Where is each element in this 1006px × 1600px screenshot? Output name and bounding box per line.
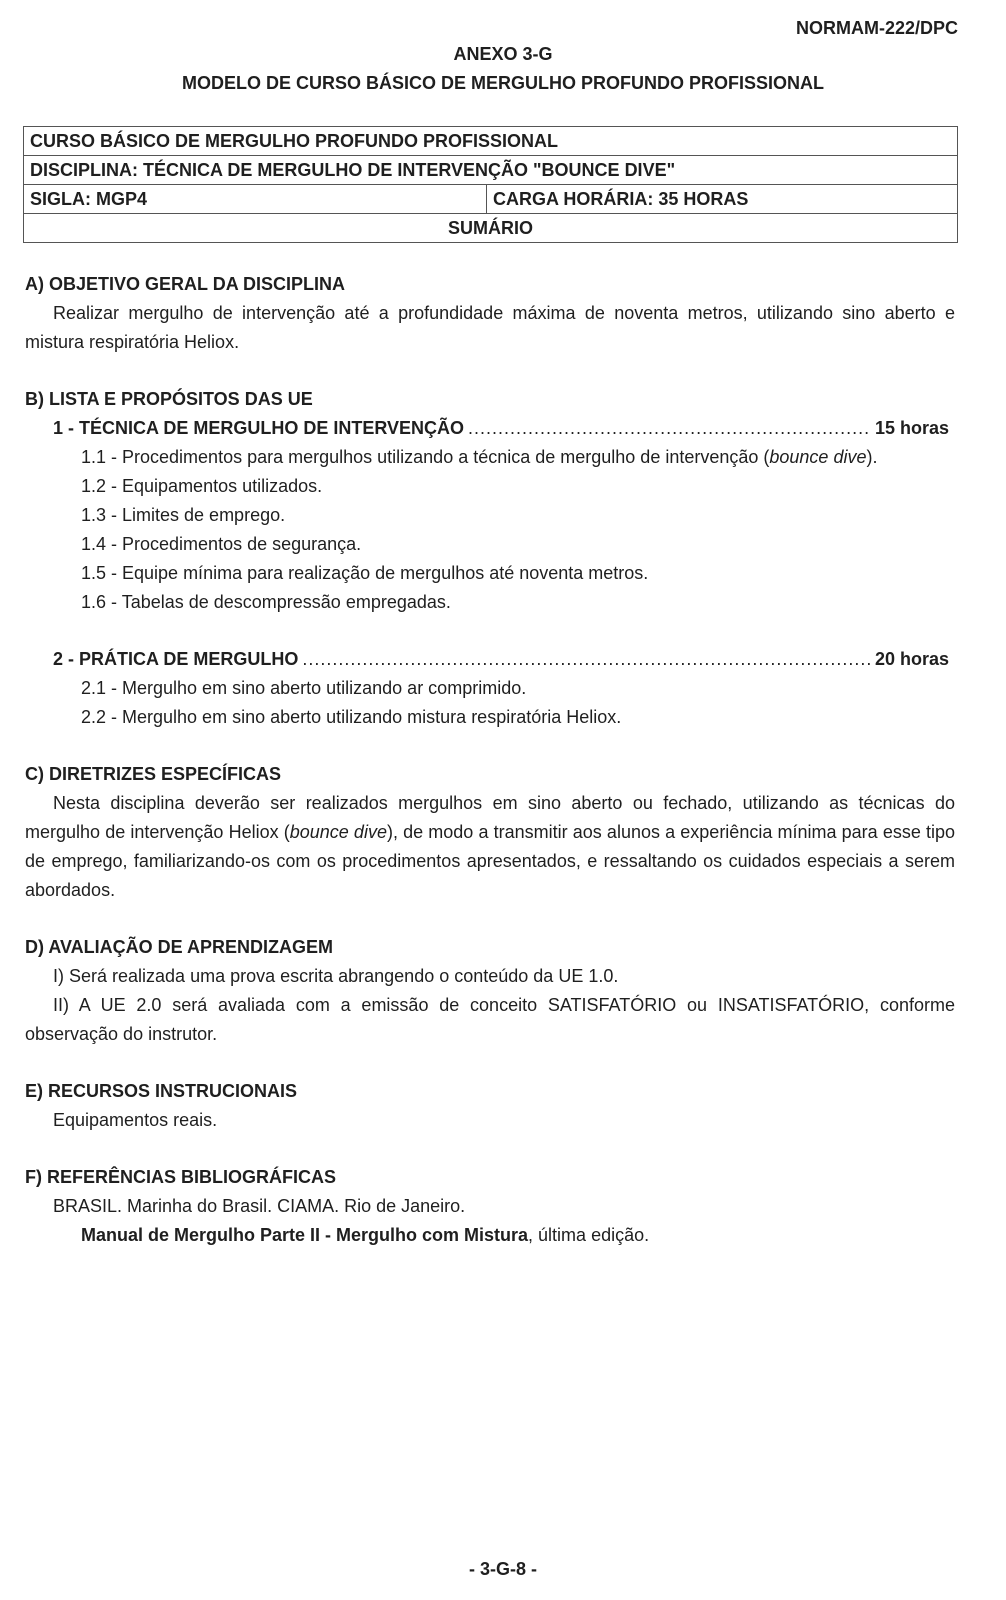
- document-code: NORMAM-222/DPC: [795, 18, 958, 38]
- page-number: - 3-G-8 -: [468, 1559, 537, 1579]
- unit-1-item: 1.2 - Equipamentos utilizados.: [81, 476, 323, 496]
- model-title: MODELO DE CURSO BÁSICO DE MERGULHO PROFUNDO PROFISSIONAL: [181, 73, 825, 93]
- summary-cell: SUMÁRIO: [24, 214, 958, 243]
- section-d-title: D) AVALIAÇÃO DE APRENDIZAGEM: [25, 937, 333, 957]
- unit-1-hours: 15 horas: [874, 418, 949, 438]
- section-e-text: Equipamentos reais.: [53, 1110, 218, 1130]
- unit-1-item: 1.3 - Limites de emprego.: [81, 505, 286, 525]
- unit-2-line: [53, 645, 955, 674]
- discipline-cell: DISCIPLINA: TÉCNICA DE MERGULHO DE INTERVENÇÃO "BOUNCE DIVE": [24, 156, 958, 185]
- leader-dots: [302, 645, 871, 674]
- section-a-title: A) OBJETIVO GERAL DA DISCIPLINA: [25, 274, 346, 294]
- annex-heading: [0, 40, 1006, 98]
- course-name-cell: CURSO BÁSICO DE MERGULHO PROFUNDO PROFISSIONAL: [24, 127, 958, 156]
- section-c-text: Nesta disciplina deverão ser realizados mergulhos em sino aberto ou fechado, utilizando as técnicas do mergulho de intervenção Heliox (bounce dive), de modo a transmitir aos alunos a experiência mínima para esse tipo de emprego, familiarizando-os com os procedimentos apresentados, e ressaltando os cuidados especiais a serem abordados.: [25, 793, 956, 900]
- section-a-text: Realizar mergulho de intervenção até a profundidade máxima de noventa metros, utilizando sino aberto e mistura respiratória Heliox.: [25, 303, 955, 352]
- sigla-cell: SIGLA: MGP4: [24, 185, 487, 214]
- unit-2-item: 2.1 - Mergulho em sino aberto utilizando ar comprimido.: [81, 678, 527, 698]
- section-b-title: B) LISTA E PROPÓSITOS DAS UE: [25, 389, 313, 409]
- course-info-table: [23, 126, 958, 243]
- unit-1-line: [53, 414, 955, 443]
- unit-1-item: 1.6 - Tabelas de descompressão empregadas.: [81, 592, 451, 612]
- section-c-title: C) DIRETRIZES ESPECÍFICAS: [25, 764, 282, 784]
- annex-label: ANEXO 3-G: [453, 44, 553, 64]
- section-d-item-1: I) Será realizada uma prova escrita abrangendo o conteúdo da UE 1.0.: [53, 966, 619, 986]
- reference-line-2: Manual de Mergulho Parte II - Mergulho com Mistura, última edição.: [81, 1225, 650, 1245]
- carga-horaria-cell: CARGA HORÁRIA: 35 HORAS: [487, 185, 958, 214]
- unit-2-hours: 20 horas: [874, 649, 949, 669]
- leader-dots: [468, 414, 871, 443]
- unit-1-label: 1 - TÉCNICA DE MERGULHO DE INTERVENÇÃO: [53, 418, 465, 438]
- section-f-title: F) REFERÊNCIAS BIBLIOGRÁFICAS: [25, 1167, 337, 1187]
- unit-1-item: 1.4 - Procedimentos de segurança.: [81, 534, 362, 554]
- document-body: [25, 270, 955, 1250]
- reference-line-1: BRASIL. Marinha do Brasil. CIAMA. Rio de Janeiro.: [53, 1196, 466, 1216]
- unit-2-label: 2 - PRÁTICA DE MERGULHO: [53, 649, 299, 669]
- unit-2-item: 2.2 - Mergulho em sino aberto utilizando mistura respiratória Heliox.: [81, 707, 622, 727]
- unit-1-item-1: 1.1 - Procedimentos para mergulhos utilizando a técnica de mergulho de intervenção (bounce dive).: [81, 447, 878, 467]
- section-e-title: E) RECURSOS INSTRUCIONAIS: [25, 1081, 298, 1101]
- unit-1-item: 1.5 - Equipe mínima para realização de mergulhos até noventa metros.: [81, 563, 649, 583]
- section-d-item-2: II) A UE 2.0 será avaliada com a emissão de conceito SATISFATÓRIO ou INSATISFATÓRIO, conforme observação do instrutor.: [25, 995, 955, 1044]
